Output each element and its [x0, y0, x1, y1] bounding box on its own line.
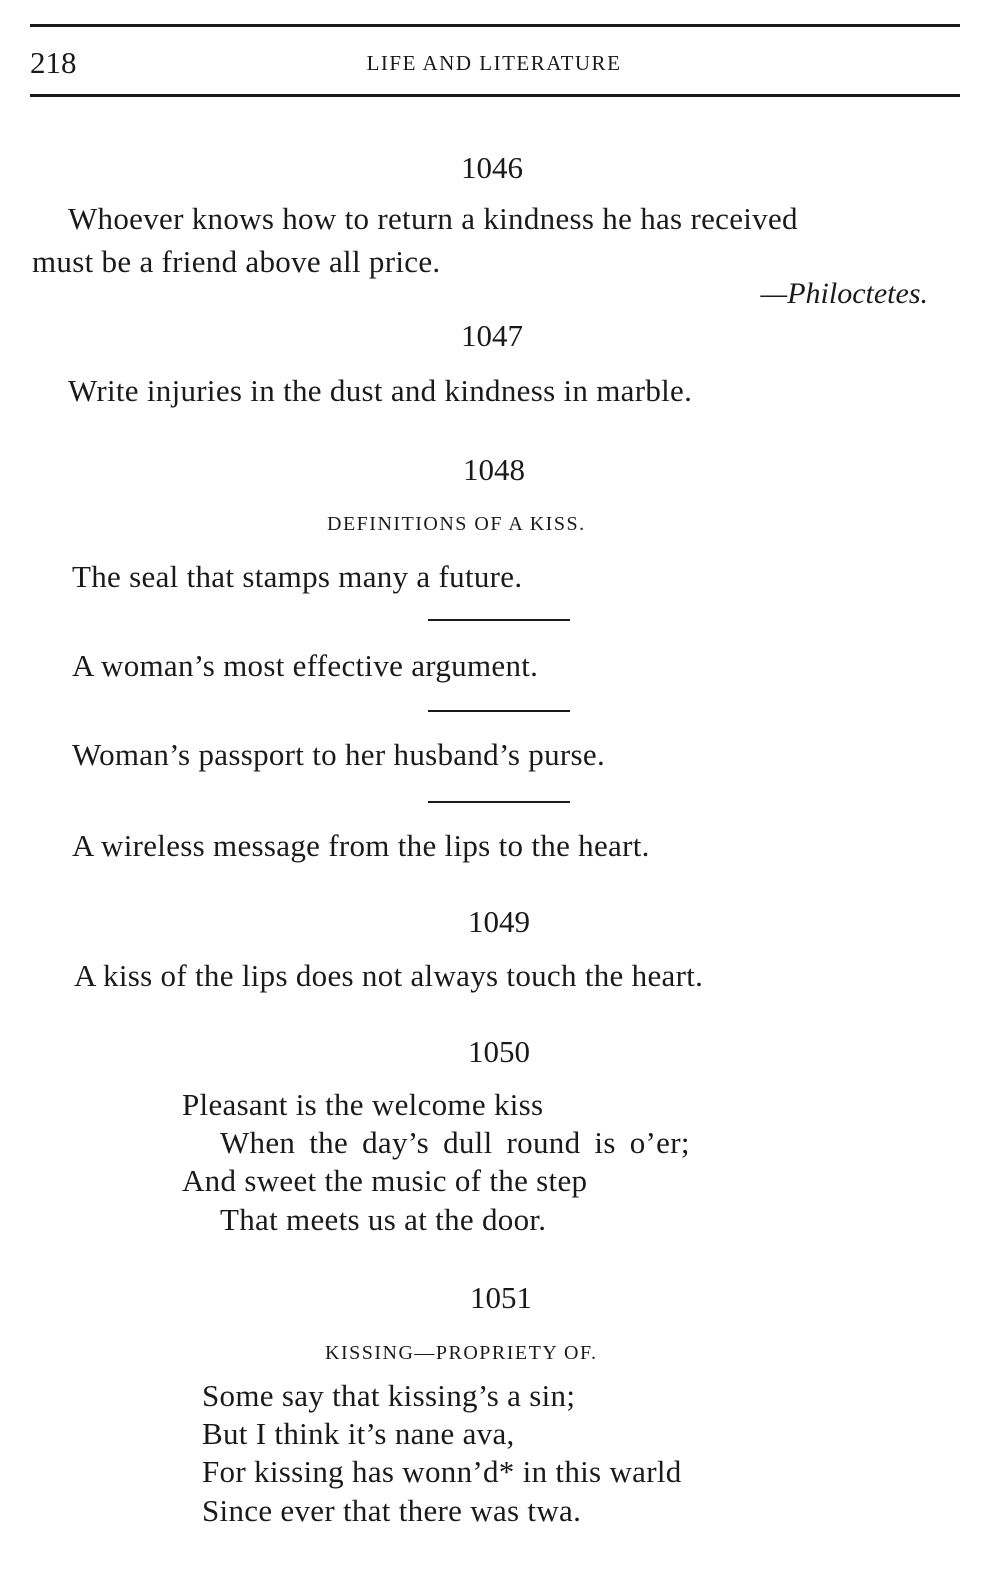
verse-1051-line-3: For kissing has wonn’d* in this warld [202, 1454, 682, 1489]
entry-1046-line-2: must be a friend above all price. [32, 244, 441, 279]
definition-3: Woman’s passport to her husband’s purse. [72, 737, 605, 772]
verse-1051-line-1: Some say that kissing’s a sin; [202, 1378, 576, 1413]
header-bottom-rule [30, 94, 960, 97]
entry-1046-attribution: —Philoctetes. [760, 277, 928, 310]
entry-number-1050: 1050 [468, 1034, 530, 1069]
verse-1050-line-2: When the day’s dull round is o’er; [220, 1125, 690, 1160]
definition-separator-1 [428, 619, 570, 621]
verse-1050-line-1: Pleasant is the welcome kiss [182, 1087, 544, 1122]
entry-1047-line-1: Write injuries in the dust and kindness in marble. [68, 373, 693, 408]
verse-1050-line-4: That meets us at the door. [220, 1202, 547, 1237]
definition-4: A wireless message from the lips to the heart. [72, 828, 650, 863]
definition-2: A woman’s most effective argument. [72, 648, 539, 683]
entry-number-1051: 1051 [470, 1280, 532, 1315]
entry-number-1048: 1048 [463, 452, 525, 487]
page-number: 218 [30, 45, 77, 80]
verse-1051-line-2: But I think it’s nane ava, [202, 1416, 515, 1451]
verse-1050-line-3: And sweet the music of the step [182, 1163, 588, 1198]
entry-number-1047: 1047 [461, 318, 523, 353]
running-title: LIFE AND LITERATURE [366, 51, 622, 75]
definition-1: The seal that stamps many a future. [72, 559, 523, 594]
header-top-rule [30, 24, 960, 27]
entry-number-1049: 1049 [468, 904, 530, 939]
entry-1048-heading: DEFINITIONS OF A KISS. [327, 513, 586, 535]
entry-1049-line-1: A kiss of the lips does not always touch the heart. [74, 958, 704, 993]
entry-1046-line-1: Whoever knows how to return a kindness he has received [68, 201, 798, 236]
definition-separator-2 [428, 710, 570, 712]
verse-1051-line-4: Since ever that there was twa. [202, 1493, 582, 1528]
entry-1051-heading: KISSING—PROPRIETY OF. [325, 1342, 598, 1364]
entry-number-1046: 1046 [461, 150, 523, 185]
definition-separator-3 [428, 801, 570, 803]
